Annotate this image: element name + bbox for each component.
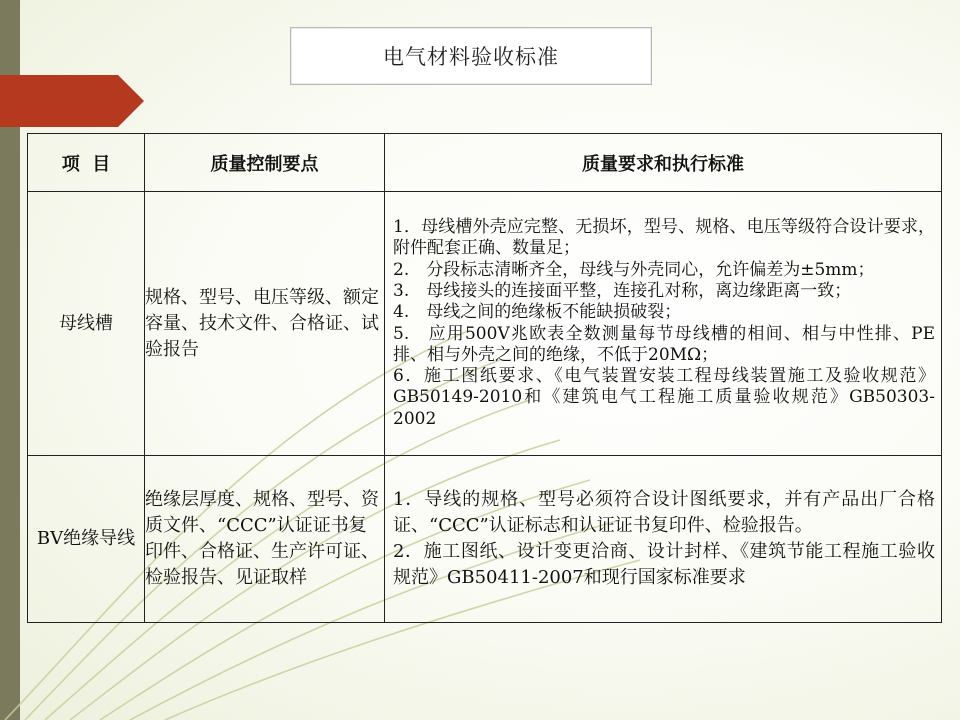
requirement-item: 2. 分段标志清晰齐全，母线与外壳同心，允许偏差为±5mm； [393,259,875,280]
header-control-points: 质量控制要点 [145,134,385,192]
item-cell: 母线槽 [28,192,145,456]
requirement-item: 5. 应用500V兆欧表全数测量每节母线槽的相间、相与中性排、PE排、相与外壳之间的绝缘，不低于20MΩ； [393,323,935,365]
requirement-item: 6．施工图纸要求、《电气装置安装工程母线装置施工及验收规范》GB50149-2010和《建筑电气工程施工质量验收规范》GB50303-2002 [393,366,935,429]
control-points-cell: 规格、型号、电压等级、额定容量、技术文件、合格证、试验报告 [145,192,385,456]
table-row [28,456,942,623]
item-cell: BV绝缘导线 [28,456,145,623]
control-points-cell: 绝缘层厚度、规格、型号、资质文件、“CCC”认证证书复印件、合格证、生产许可证、检验报告、见证取样 [145,456,385,623]
red-arrow-decoration [0,75,144,127]
page-title: 电气材料验收标准 [383,45,559,69]
acceptance-standard-table [27,133,942,623]
requirement-item: 4. 母线之间的绝缘板不能缺损破裂； [393,302,682,323]
requirement-item: 1．母线槽外壳应完整、无损坏，型号、规格、电压等级符合设计要求，附件配套正确、数量足； [393,217,935,259]
requirement-item: 3. 母线接头的连接面平整，连接孔对称，离边缘距离一致； [393,280,852,301]
title-box [290,27,652,85]
table-header-row [28,134,942,192]
table-row [28,192,942,456]
requirements-cell [385,456,942,623]
requirement-item: 1．导线的规格、型号必须符合设计图纸要求，并有产品出厂合格证、“CCC”认证标志和认证证书复印件、检验报告。 [393,489,935,536]
header-requirements: 质量要求和执行标准 [385,134,942,192]
requirements-cell [385,192,942,456]
header-item: 项 目 [28,134,145,192]
requirement-item: 2．施工图纸、设计变更洽商、设计封样、《建筑节能工程施工验收规范》GB50411-2007和现行国家标准要求 [393,541,935,588]
